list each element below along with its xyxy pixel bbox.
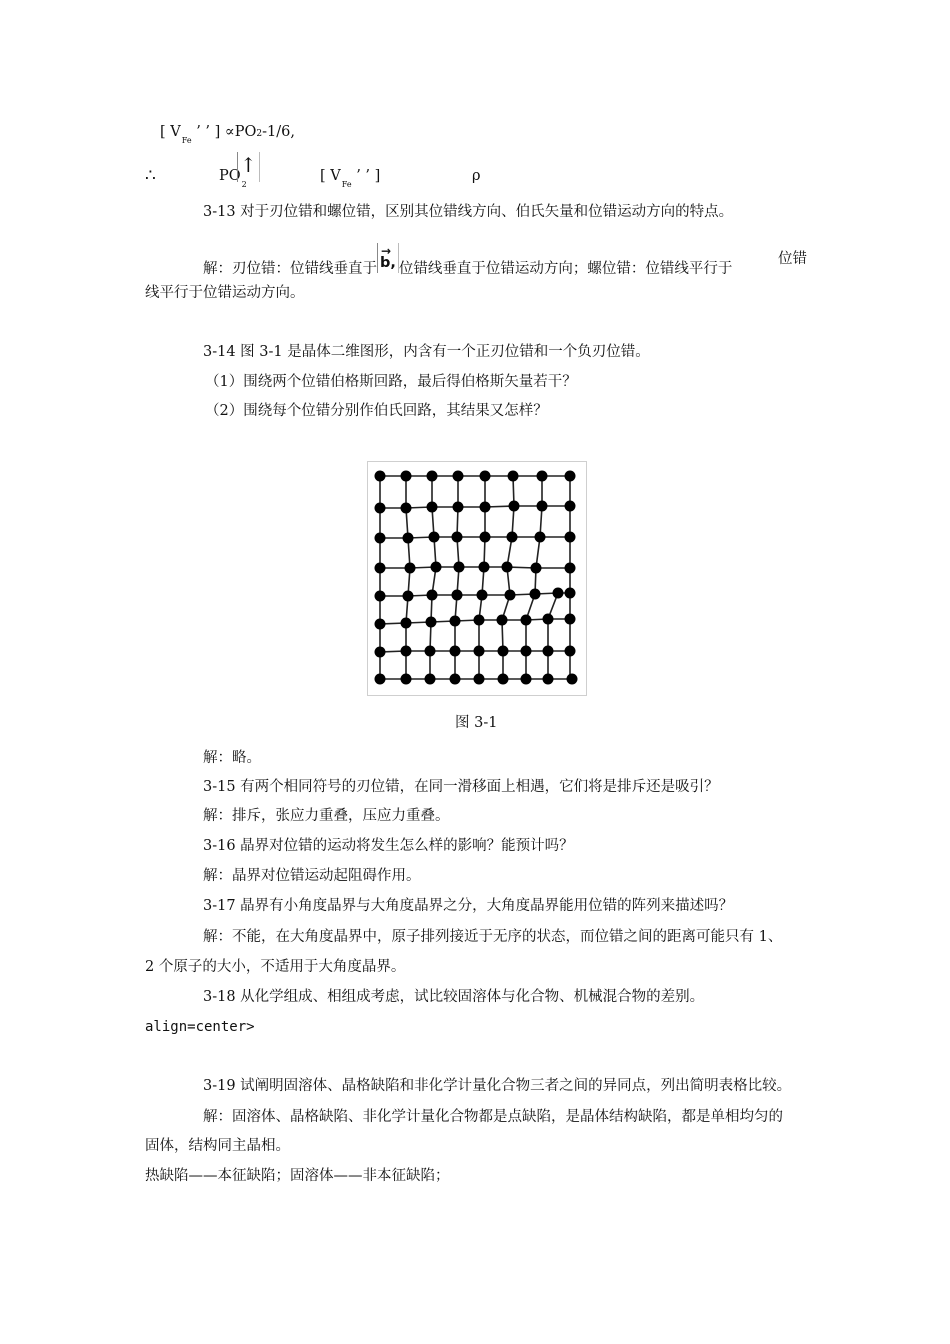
po-subscript: 2 [241,180,247,189]
formula-v-bracket: [ V [160,124,181,140]
answer-3-13 [203,244,733,279]
formula-subscript-2: 2 [256,129,263,139]
answer-3-17-line-2: 2 个原子的大小，不适用于大角度晶界。 [145,959,406,975]
question-3-14: 3-14 图 3-1 是晶体二维图形，内含有一个正刃位错和一个负刃位错。 [203,344,650,360]
up-arrow-icon [237,152,260,182]
burgers-vector-symbol: → b, [377,243,399,273]
answer-3-13-part-a: 解：刃位错：位错线垂直于 [203,261,377,277]
lattice-svg [368,462,586,695]
question-3-13: 3-13 对于刃位错和螺位错，区别其位错线方向、伯氏矢量和位错运动方向的特点。 [203,204,734,220]
question-3-14-sub-1: （1）围绕两个位错伯格斯回路，最后得伯格斯矢量若干？ [205,374,577,390]
question-3-19: 3-19 试阐明固溶体、晶格缺陷和非化学计量化合物三者之间的异同点，列出简明表格比较。 [203,1078,792,1094]
v-subscript: Fe [341,180,352,189]
answer-3-16: 解：晶界对位错运动起阻碍作用。 [203,868,421,884]
answer-3-19-line-1: 解：固溶体、晶格缺陷、非化学计量化合物都是点缺陷，是晶体结构缺陷，都是单相均匀的 [203,1109,783,1125]
v-tail: ’ ’ ] [356,168,381,184]
up-arrow-glyph: ↑ [240,153,257,177]
answer-3-19-line-2: 固体，结构同主晶相。 [145,1138,290,1154]
question-3-14-sub-2: （2）围绕每个位错分别作伯氏回路，其结果又怎样？ [205,403,548,419]
vector-b-text: b, [380,255,396,271]
formula-line-1 [160,122,295,144]
question-3-18: 3-18 从化学组成、相组成考虑，试比较固溶体与化合物、机械混合物的差别。 [203,989,705,1005]
answer-3-17-line-1: 解：不能，在大角度晶界中，原子排列接近于无序的状态，而位错之间的距离可能只有 1、 [203,929,783,945]
answer-3-15: 解：排斥，张应力重叠，压应力重叠。 [203,808,450,824]
question-3-15: 3-15 有两个相同符号的刃位错，在同一滑移面上相遇，它们将是排斥还是吸引？ [203,779,719,795]
therefore-symbol: ∴ [145,166,156,186]
figure-caption: 图 3-1 [455,715,498,731]
v-prefix: [ V [320,168,341,184]
answer-3-13-part-b: 位错线垂直于位错运动方向；螺位错：位错线平行于 [398,261,733,277]
formula-exponent: -1/6, [262,124,295,140]
answer-3-13-continuation: 线平行于位错运动方向。 [145,285,305,301]
answer-3-13-part-c: 位错 [778,251,807,267]
vacancy-concentration [320,166,380,188]
question-3-16: 3-16 晶界对位错的运动将发生怎么样的影响？能预计吗？ [203,838,574,854]
stray-markup-text: align=center> [145,1019,255,1035]
formula-po2-proportional: ’ ’ ] ∝PO [196,124,257,140]
lattice-atoms [375,471,578,685]
figure-3-1-lattice [367,461,587,696]
question-3-17: 3-17 晶界有小角度晶界与大角度晶界之分，大角度晶界能用位错的阵列来描述吗？ [203,898,734,914]
po-text: PO [219,168,241,184]
answer-3-14: 解：略。 [203,750,261,766]
formula-subscript-fe: Fe [181,136,192,145]
answer-3-19-line-3: 热缺陷——本征缺陷；固溶体——非本征缺陷； [145,1168,450,1184]
rho-symbol: ρ [472,168,481,184]
